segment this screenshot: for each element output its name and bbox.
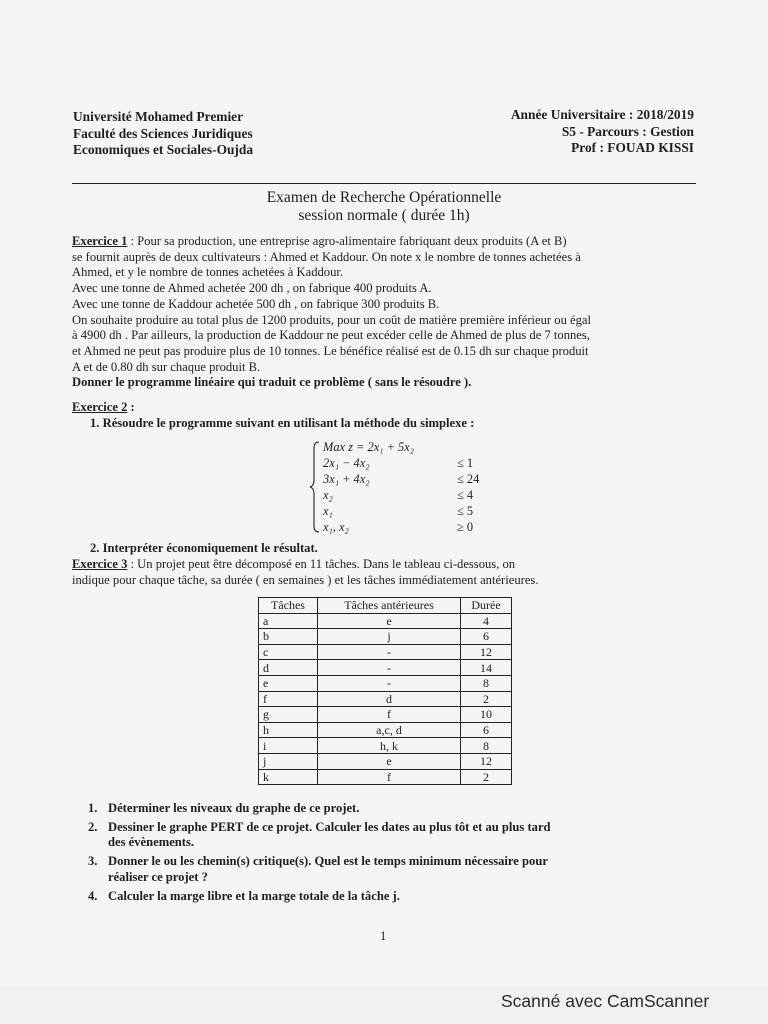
exercise-1-line: : Pour sa production, une entreprise agro-alimentaire fabriquant deux produits (A et B) <box>127 234 567 248</box>
table-row <box>259 629 512 645</box>
faculty-name: Faculté des Sciences Juridiques <box>73 125 253 141</box>
lp-constraint-rhs: ≤ 1 <box>457 456 474 470</box>
exercise-1-line: Avec une tonne de Kaddour achetée 500 dh , on fabrique 300 produits B. <box>72 296 440 311</box>
exercise-3-line: indique pour chaque tâche, sa durée ( en semaines ) et les tâches immédiatement antérieures. <box>72 572 539 587</box>
task-id: k <box>259 769 318 785</box>
exercise-1-line: Ahmed, et y le nombre de tonnes achetées à Kaddour. <box>72 265 344 280</box>
exercise-1-line: et Ahmed ne peut pas produire plus de 10 tonnes. Le bénéfice réalisé est de 0.15 dh sur chaque produit <box>72 343 589 358</box>
university-header <box>73 109 253 159</box>
question-number: 3. <box>88 854 98 869</box>
exam-title <box>72 189 696 225</box>
question-number: 4. <box>88 888 98 903</box>
lp-constraint-lhs: x₂ <box>323 488 333 502</box>
scanner-watermark: Scanné avec CamScanner <box>501 991 710 1011</box>
table-row <box>259 722 512 738</box>
task-predecessors: - <box>318 675 461 691</box>
exercise-1-line: On souhaite produire au total plus de 1200 produits, pour un coût de matière première inférieur ou égal <box>72 312 591 327</box>
question-number: 2. <box>88 819 98 834</box>
exercise-1-label: Exercice 1 <box>72 234 128 248</box>
question-text: des évènements. <box>108 835 195 850</box>
lp-constraint-lhs: x₁, x₂ <box>323 520 349 534</box>
system-brace <box>309 440 323 534</box>
exercise-2-q2 <box>72 541 696 557</box>
exam-title-line1: Examen de Recherche Opérationnelle <box>266 189 502 206</box>
task-predecessors: a,c, d <box>318 722 461 738</box>
table-row <box>259 660 512 676</box>
task-predecessors: e <box>318 613 461 629</box>
task-predecessors: j <box>318 629 461 645</box>
table-row <box>259 644 512 660</box>
column-header: Tâches antérieures <box>318 598 461 614</box>
task-duration: 14 <box>461 660 512 676</box>
task-id: h <box>259 722 318 738</box>
task-id: c <box>259 644 318 660</box>
question-text: Donner le ou les chemin(s) critique(s). Quel est le temps minimum nécessaire pour <box>108 854 548 869</box>
table-row <box>259 675 512 691</box>
task-duration: 8 <box>461 675 512 691</box>
exercise-1-line: se fournit auprès de deux cultivateurs : Ahmed et Kaddour. On note x le nombre de tonnes achetées à <box>72 249 581 264</box>
linear-program <box>309 440 489 532</box>
lp-constraint-rhs: ≤ 4 <box>457 488 474 502</box>
task-predecessors: - <box>318 644 461 660</box>
tasks-table <box>258 597 512 785</box>
lp-constraint-rhs: ≤ 24 <box>457 472 480 486</box>
question-text: Calculer la marge libre et la marge totale de la tâche j. <box>108 888 400 903</box>
table-row <box>259 707 512 723</box>
task-duration: 2 <box>461 691 512 707</box>
task-duration: 12 <box>461 644 512 660</box>
exercise-1-line: A et de 0.80 dh sur chaque produit B. <box>72 359 261 374</box>
task-predecessors: f <box>318 769 461 785</box>
course-track: S5 - Parcours : Gestion <box>561 123 694 139</box>
exercise-3-label: Exercice 3 <box>72 557 128 571</box>
task-id: g <box>259 707 318 723</box>
task-id: d <box>259 660 318 676</box>
task-id: a <box>259 613 318 629</box>
table-row <box>259 769 512 785</box>
question-text: Dessiner le graphe PERT de ce projet. Calculer les dates au plus tôt et au plus tard <box>108 819 551 834</box>
column-header: Durée <box>461 598 512 614</box>
task-id: b <box>259 629 318 645</box>
lp-constraint-rhs: ≤ 5 <box>457 504 474 518</box>
exercise-1-line: à 4900 dh . Par ailleurs, la production de Kaddour ne peut excéder celle de Ahmed de plus de 7 tonnes, <box>72 328 590 343</box>
task-predecessors: h, k <box>318 738 461 754</box>
lp-constraint-lhs: 2x₁ − 4x₂ <box>323 456 370 470</box>
exercise-3-line: : Un projet peut être décomposé en 11 tâches. Dans le tableau ci-dessous, on <box>127 557 516 571</box>
table-row <box>259 738 512 754</box>
lp-objective: Max z = 2x₁ + 5x₂ <box>323 440 415 454</box>
exercise-2-question-2: 2. Interpréter économiquement le résultat. <box>90 541 318 555</box>
table-row <box>259 691 512 707</box>
academic-year: Année Universitaire : 2018/2019 <box>510 107 694 122</box>
task-predecessors: e <box>318 753 461 769</box>
page-number: 1 <box>380 929 387 943</box>
exercise-1 <box>72 234 696 391</box>
table-header-row <box>259 598 512 614</box>
university-name: Université Mohamed Premier <box>73 109 244 124</box>
exercise-3 <box>72 557 696 588</box>
exercise-2: Exercice 2 : 1. Résoudre le programme suivant en utilisant la méthode du simplexe : <box>72 400 696 431</box>
lp-constraint-lhs: 3x₁ + 4x₂ <box>323 472 370 486</box>
exercise-2-question-1: 1. Résoudre le programme suivant en utilisant la méthode du simplexe : <box>90 415 475 430</box>
header-divider <box>72 183 696 184</box>
task-predecessors: d <box>318 691 461 707</box>
task-duration: 12 <box>461 753 512 769</box>
lp-constraint-lhs: x₁ <box>323 504 333 518</box>
task-id: f <box>259 691 318 707</box>
question-text: réaliser ce projet ? <box>108 869 208 884</box>
exercise-1-line: Avec une tonne de Ahmed achetée 200 dh , on fabrique 400 produits A. <box>72 281 432 296</box>
task-id: i <box>259 738 318 754</box>
exam-title-line2: session normale ( durée 1h) <box>298 207 470 224</box>
lp-constraint-rhs: ≥ 0 <box>457 520 474 534</box>
exercise-1-question: Donner le programme linéaire qui traduit ce problème ( sans le résoudre ). <box>72 375 472 390</box>
task-id: e <box>259 675 318 691</box>
table-row <box>259 753 512 769</box>
professor-name: Prof : FOUAD KISSI <box>571 140 694 155</box>
task-id: j <box>259 753 318 769</box>
course-header <box>420 107 694 157</box>
exercise-3-questions <box>88 801 696 904</box>
task-duration: 4 <box>461 613 512 629</box>
exercise-2-label: Exercice 2 <box>72 400 128 414</box>
task-duration: 10 <box>461 707 512 723</box>
task-predecessors: f <box>318 707 461 723</box>
task-duration: 6 <box>461 722 512 738</box>
task-duration: 6 <box>461 629 512 645</box>
task-duration: 2 <box>461 769 512 785</box>
question-number: 1. <box>88 801 98 815</box>
task-predecessors: - <box>318 660 461 676</box>
task-duration: 8 <box>461 738 512 754</box>
table-row <box>259 613 512 629</box>
column-header: Tâches <box>259 598 318 614</box>
faculty-location: Economiques et Sociales-Oujda <box>73 142 254 157</box>
question-text: Déterminer les niveaux du graphe de ce projet. <box>108 801 360 815</box>
